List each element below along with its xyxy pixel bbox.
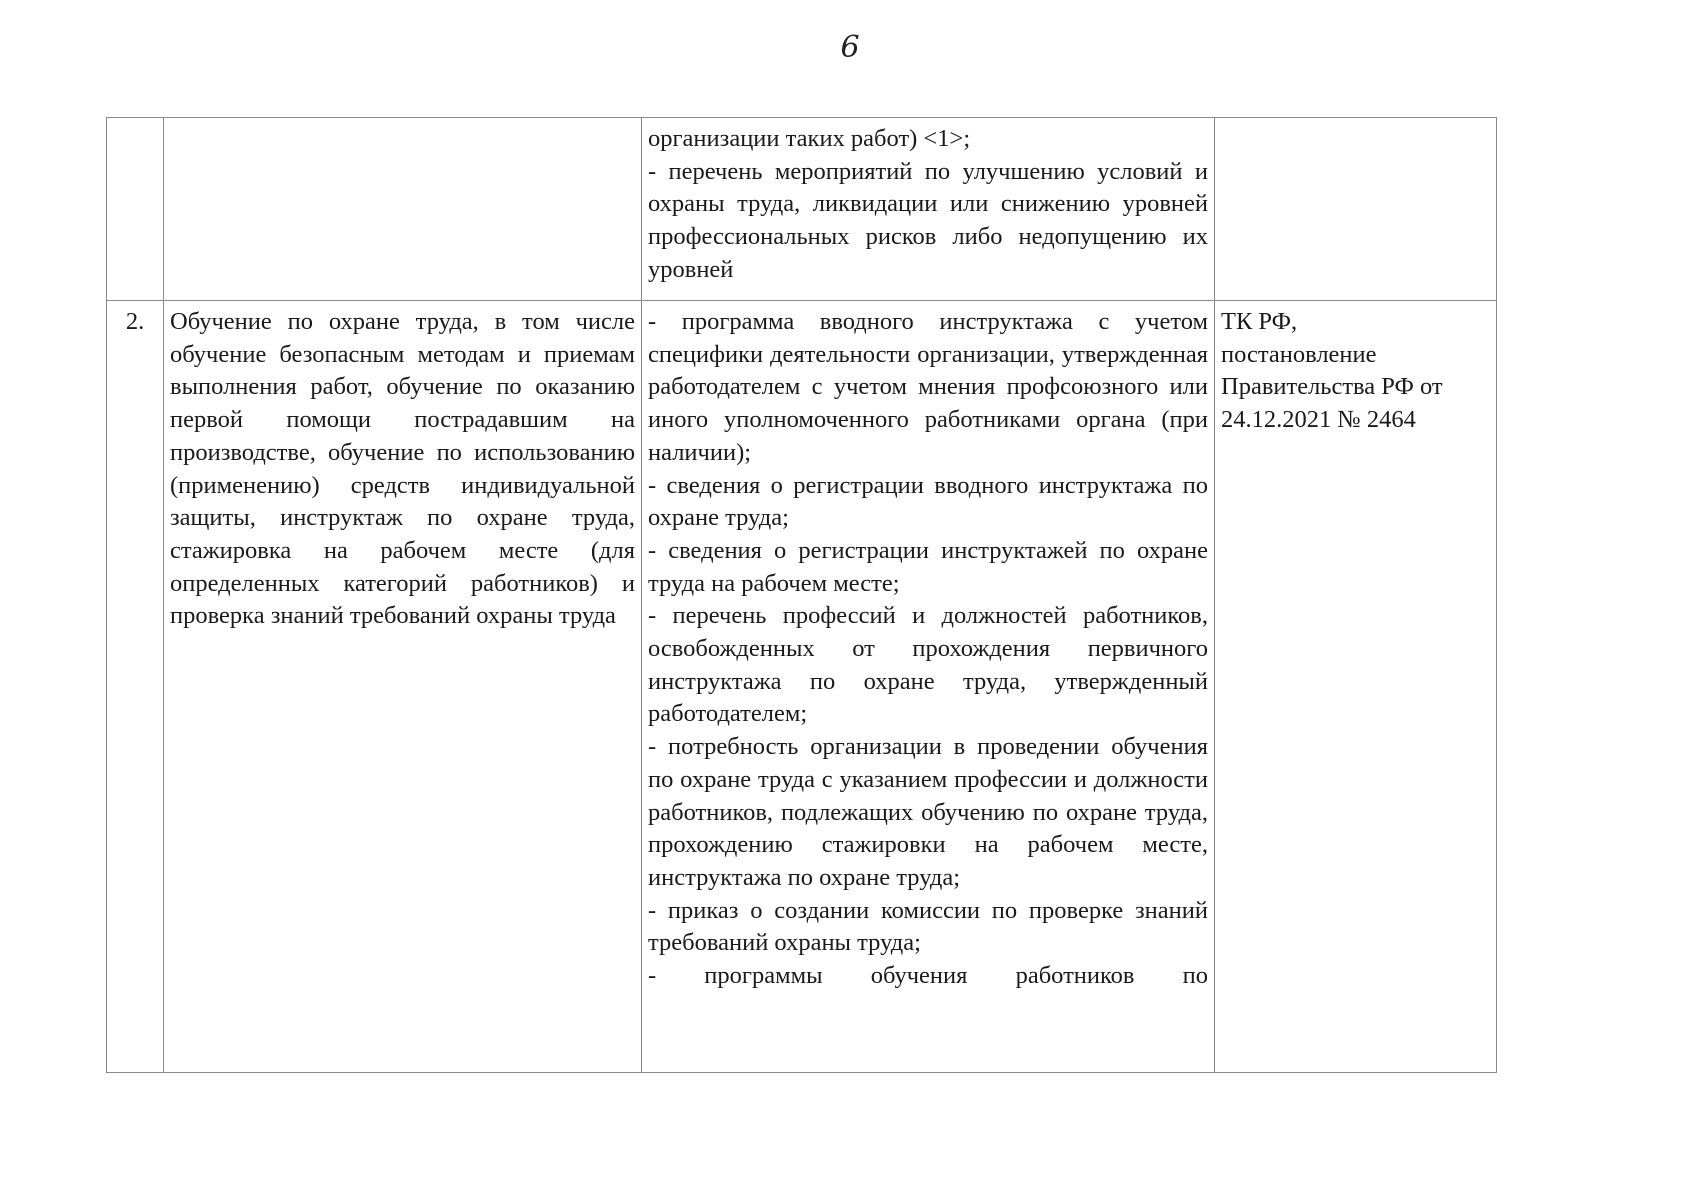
documents-item: - перечень мероприятий по улучшению условий и охраны труда, ликвидации или снижению уровней профессиональных рисков либо недопущению их уровней: [648, 157, 1208, 283]
table-row-2: [107, 301, 1497, 1073]
documents-item: - перечень профессий и должностей работников, освобожденных от прохождения первичного инструктажа по охране труда, утвержденный работодателем;: [648, 602, 1208, 728]
cell-documents: [642, 301, 1215, 1073]
cell-number-empty: [107, 118, 164, 301]
legal-basis-line: Правительства РФ от: [1221, 373, 1443, 401]
requirements-table: [106, 117, 1497, 1073]
legal-basis-line: постановление: [1221, 340, 1377, 368]
documents-item: организации таких работ) <1>;: [648, 125, 971, 152]
cell-name: [164, 301, 642, 1073]
table-row-continued: [107, 118, 1497, 301]
documents-item: - сведения о регистрации инструктажей по охране труда на рабочем месте;: [648, 536, 1208, 597]
documents-item: - программы обучения работников по: [648, 962, 1208, 990]
documents-item: - потребность организации в проведении обучения по охране труда с указанием профессии и должности работников, подлежащих обучению по охране труда, прохождению стажировки на рабочем месте, инструктажа по охране труда;: [648, 733, 1208, 891]
cell-law-empty: [1215, 118, 1497, 301]
requirement-name: Обучение по охране труда, в том числе обучение безопасным методам и приемам выполнения работ, обучение по оказанию первой помощи пострадавшим на производстве, обучение по использованию (применению) средств индивидуальной защиты, инструктаж по охране труда, стажировка на рабочем месте (для определенных категорий работников) и проверка знаний требований охраны труда: [170, 308, 635, 630]
legal-basis-line: ТК РФ,: [1221, 308, 1298, 335]
documents-item: - приказ о создании комиссии по проверке знаний требований охраны труда;: [648, 896, 1208, 957]
legal-basis-line: 24.12.2021 № 2464: [1221, 406, 1416, 434]
documents-item: - сведения о регистрации вводного инструктажа по охране труда;: [648, 471, 1208, 532]
page-number: 6: [840, 30, 860, 65]
cell-name-empty: [164, 118, 642, 301]
row-number: 2.: [107, 301, 164, 1073]
cell-legal-basis: [1215, 301, 1497, 1073]
documents-item: - программа вводного инструктажа с учетом специфики деятельности организации, утвержденная работодателем с учетом мнения профсоюзного или иного уполномоченного работниками органа (при наличии);: [648, 308, 1208, 466]
cell-documents-continued: [642, 118, 1215, 301]
